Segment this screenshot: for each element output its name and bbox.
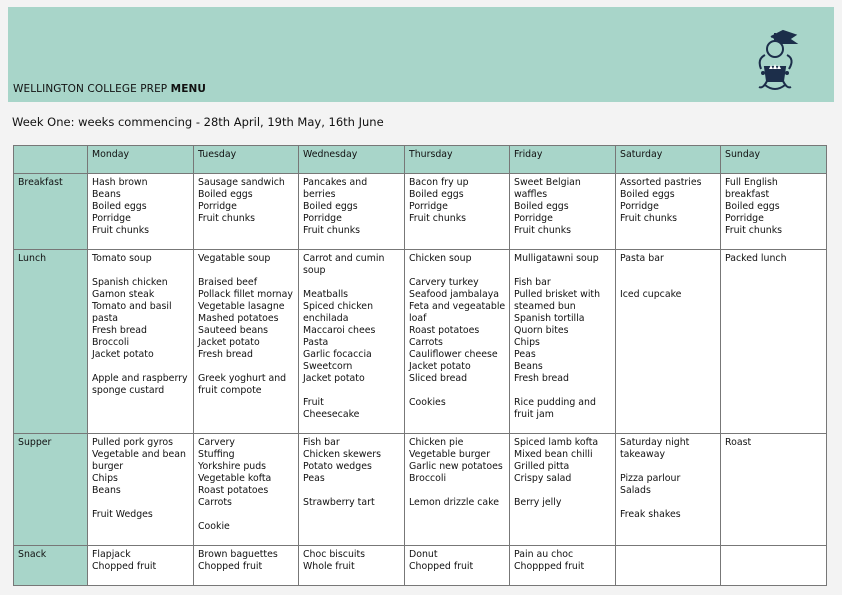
menu-cell <box>299 434 405 546</box>
menu-item: Fruit Wedges <box>92 509 153 520</box>
menu-item: Fish bar <box>514 277 551 288</box>
menu-item: Packed lunch <box>725 253 787 264</box>
menu-cell <box>194 434 299 546</box>
menu-item: Whole fruit <box>303 561 355 572</box>
menu-item: Lemon drizzle cake <box>409 497 499 508</box>
menu-item: Stuffing <box>198 449 235 460</box>
menu-item: fruit jam <box>514 409 554 420</box>
menu-item: Pasta <box>303 337 329 348</box>
meal-label: Snack <box>14 546 88 586</box>
menu-item <box>92 265 189 277</box>
menu-item: Beans <box>514 361 543 372</box>
menu-item: Pizza parlour <box>620 473 681 484</box>
menu-item: Choppped fruit <box>514 561 585 572</box>
menu-item: Porridge <box>725 213 764 224</box>
menu-item <box>620 461 716 473</box>
menu-item: Chips <box>92 473 118 484</box>
menu-item: soup <box>303 265 326 276</box>
menu-item: Meatballs <box>303 289 349 300</box>
menu-item <box>620 497 716 509</box>
menu-cell <box>616 174 721 250</box>
menu-item: Roast potatoes <box>409 325 480 336</box>
menu-item: Pollack fillet mornay <box>198 289 293 300</box>
menu-cell <box>721 174 827 250</box>
menu-item: Feta and vegeatable <box>409 301 506 312</box>
menu-table <box>13 145 827 586</box>
menu-item: Porridge <box>198 201 237 212</box>
menu-item: Sausage sandwich <box>198 177 285 188</box>
day-header: Sunday <box>721 146 827 174</box>
menu-item: Chicken soup <box>409 253 472 264</box>
menu-item: Fruit chunks <box>514 225 572 236</box>
menu-item: Roast <box>725 437 752 448</box>
menu-item: Fruit chunks <box>620 213 678 224</box>
menu-item: Chopped fruit <box>92 561 157 572</box>
menu-cell <box>299 174 405 250</box>
menu-item: Broccoli <box>92 337 130 348</box>
menu-item: Sauteed beans <box>198 325 269 336</box>
menu-cell <box>510 434 616 546</box>
menu-cell <box>299 250 405 434</box>
menu-item: Porridge <box>620 201 659 212</box>
menu-cell <box>194 546 299 586</box>
menu-item: Chopped fruit <box>198 561 263 572</box>
menu-item <box>514 265 611 277</box>
menu-item: Fresh bread <box>198 349 253 360</box>
menu-cell <box>88 546 194 586</box>
menu-item: Seafood jambalaya <box>409 289 499 300</box>
menu-item: Cheesecake <box>303 409 360 420</box>
menu-item: Bacon fry up <box>409 177 469 188</box>
menu-cell <box>510 546 616 586</box>
menu-cell <box>510 250 616 434</box>
menu-item: Fruit chunks <box>409 213 467 224</box>
day-header: Monday <box>88 146 194 174</box>
menu-item: Fruit chunks <box>725 225 783 236</box>
menu-cell <box>721 250 827 434</box>
menu-item: Pulled pork gyros <box>92 437 174 448</box>
meal-row-lunch <box>14 250 827 434</box>
menu-item: Rice pudding and <box>514 397 596 408</box>
menu-item: Carrots <box>198 497 232 508</box>
day-header: Tuesday <box>194 146 299 174</box>
menu-item: Boiled eggs <box>409 189 464 200</box>
menu-item <box>303 385 400 397</box>
menu-item: Mashed potatoes <box>198 313 279 324</box>
menu-item: Mixed bean chilli <box>514 449 593 460</box>
menu-item <box>620 277 716 289</box>
menu-item: waffles <box>514 189 548 200</box>
menu-item: Tomato soup <box>92 253 152 264</box>
menu-cell <box>405 546 510 586</box>
menu-cell <box>405 250 510 434</box>
menu-item: Fresh bread <box>92 325 147 336</box>
menu-cell <box>510 174 616 250</box>
menu-item: Crispy salad <box>514 473 572 484</box>
menu-item: berries <box>303 189 336 200</box>
menu-cell <box>721 434 827 546</box>
menu-item: Braised beef <box>198 277 258 288</box>
menu-item: Vegatable soup <box>198 253 271 264</box>
menu-item: Cookies <box>409 397 446 408</box>
menu-item: Porridge <box>514 213 553 224</box>
menu-item: Garlic focaccia <box>303 349 372 360</box>
menu-item: Porridge <box>303 213 342 224</box>
menu-item: Assorted pastries <box>620 177 702 188</box>
menu-item: Pain au choc <box>514 549 574 560</box>
menu-item: Sweetcorn <box>303 361 353 372</box>
menu-item: Vegetable lasagne <box>198 301 285 312</box>
menu-cell <box>88 174 194 250</box>
menu-item: Chopped fruit <box>409 561 474 572</box>
week-title: Week One: weeks commencing - 28th April, 19th May, 16th June <box>12 115 384 129</box>
menu-item: Broccoli <box>409 473 447 484</box>
menu-item: Chips <box>514 337 540 348</box>
menu-item: Iced cupcake <box>620 289 682 300</box>
menu-item: Mulligatawni soup <box>514 253 599 264</box>
menu-item: Gamon steak <box>92 289 155 300</box>
menu-item <box>198 265 294 277</box>
menu-item: Spanish chicken <box>92 277 168 288</box>
menu-item: Sweet Belgian <box>514 177 581 188</box>
menu-item: Chicken pie <box>409 437 464 448</box>
menu-item: Berry jelly <box>514 497 562 508</box>
menu-cell <box>88 434 194 546</box>
menu-item: Beans <box>92 189 121 200</box>
menu-item <box>92 361 189 373</box>
menu-item: Peas <box>514 349 536 360</box>
menu-cell <box>194 250 299 434</box>
menu-item: Garlic new potatoes <box>409 461 503 472</box>
menu-item <box>198 509 294 521</box>
menu-cell <box>616 250 721 434</box>
menu-item <box>514 385 611 397</box>
menu-item: Fish bar <box>303 437 340 448</box>
corner-cell <box>14 146 88 174</box>
menu-item: Jacket potato <box>303 373 365 384</box>
menu-item: breakfast <box>725 189 770 200</box>
brand-suffix: MENU <box>170 83 207 95</box>
menu-item: Boiled eggs <box>514 201 569 212</box>
menu-item: Grilled pitta <box>514 461 570 472</box>
menu-item: Maccaroi chees <box>303 325 376 336</box>
menu-cell <box>405 434 510 546</box>
menu-item <box>620 265 716 277</box>
menu-item <box>409 485 505 497</box>
brand-title <box>13 83 206 95</box>
menu-item: Greek yoghurt and <box>198 373 287 384</box>
menu-item: Peas <box>303 473 325 484</box>
menu-item: Full English <box>725 177 778 188</box>
menu-item: Beans <box>92 485 121 496</box>
menu-item: Spiced chicken <box>303 301 374 312</box>
meal-row-breakfast <box>14 174 827 250</box>
menu-item: Yorkshire puds <box>198 461 267 472</box>
menu-item: Brown baguettes <box>198 549 278 560</box>
menu-item: steamed bun <box>514 301 576 312</box>
menu-cell <box>405 174 510 250</box>
menu-cell <box>616 546 721 586</box>
menu-cell <box>721 546 827 586</box>
menu-item: burger <box>92 461 124 472</box>
menu-item <box>409 385 505 397</box>
menu-item: Strawberry tart <box>303 497 375 508</box>
menu-item: Jacket potato <box>409 361 471 372</box>
menu-item: Jacket potato <box>92 349 154 360</box>
menu-cell <box>194 174 299 250</box>
menu-item: Spiced lamb kofta <box>514 437 599 448</box>
menu-item: Pancakes and <box>303 177 368 188</box>
menu-item: pasta <box>92 313 119 324</box>
menu-item: Salads <box>620 485 651 496</box>
menu-item <box>303 277 400 289</box>
menu-item <box>92 497 189 509</box>
menu-cell <box>88 250 194 434</box>
menu-item <box>303 485 400 497</box>
menu-item: Vegetable kofta <box>198 473 272 484</box>
menu-item: Choc biscuits <box>303 549 366 560</box>
menu-item: Cauliflower cheese <box>409 349 498 360</box>
brand-prefix: WELLINGTON COLLEGE PREP <box>13 83 171 95</box>
menu-item: Pasta bar <box>620 253 664 264</box>
menu-item: takeaway <box>620 449 665 460</box>
menu-item <box>198 361 294 373</box>
menu-item: Saturday night <box>620 437 690 448</box>
menu-item: Vegetable burger <box>409 449 491 460</box>
menu-item: fruit compote <box>198 385 262 396</box>
menu-item: Cookie <box>198 521 230 532</box>
menu-item: Tomato and basil <box>92 301 172 312</box>
menu-item: Fruit chunks <box>303 225 361 236</box>
day-header-row <box>14 146 827 174</box>
menu-item: sponge custard <box>92 385 165 396</box>
menu-item: Fruit <box>303 397 324 408</box>
menu-item: loaf <box>409 313 427 324</box>
meal-label: Lunch <box>14 250 88 434</box>
menu-item: Boiled eggs <box>198 189 253 200</box>
menu-item: Spanish tortilla <box>514 313 585 324</box>
day-header: Wednesday <box>299 146 405 174</box>
menu-item: Hash brown <box>92 177 148 188</box>
menu-item: Pulled brisket with <box>514 289 601 300</box>
meal-label: Supper <box>14 434 88 546</box>
menu-item: Donut <box>409 549 438 560</box>
menu-item: Vegetable and bean <box>92 449 186 460</box>
menu-item: Carrots <box>409 337 443 348</box>
menu-item: Jacket potato <box>198 337 260 348</box>
menu-item: Fruit chunks <box>92 225 150 236</box>
menu-item: Potato wedges <box>303 461 372 472</box>
menu-item: Flapjack <box>92 549 131 560</box>
menu-cell <box>299 546 405 586</box>
menu-item: Sliced bread <box>409 373 468 384</box>
menu-item: Chicken skewers <box>303 449 381 460</box>
menu-item: Carrot and cumin <box>303 253 385 264</box>
menu-item: Porridge <box>92 213 131 224</box>
menu-item: Porridge <box>409 201 448 212</box>
menu-cell <box>616 434 721 546</box>
day-header: Saturday <box>616 146 721 174</box>
header-banner <box>8 7 834 102</box>
menu-item: Apple and raspberry <box>92 373 188 384</box>
menu-item: Boiled eggs <box>303 201 358 212</box>
menu-item: Roast potatoes <box>198 485 269 496</box>
college-crest-icon <box>749 25 805 95</box>
menu-item <box>409 265 505 277</box>
day-header: Friday <box>510 146 616 174</box>
meal-row-snack <box>14 546 827 586</box>
menu-item: Boiled eggs <box>92 201 147 212</box>
menu-item: Boiled eggs <box>725 201 780 212</box>
menu-item: Fruit chunks <box>198 213 256 224</box>
meal-label: Breakfast <box>14 174 88 250</box>
meal-row-supper <box>14 434 827 546</box>
menu-item: Carvery <box>198 437 235 448</box>
menu-item <box>514 485 611 497</box>
menu-item: Carvery turkey <box>409 277 479 288</box>
menu-item: Fresh bread <box>514 373 569 384</box>
menu-item: Freak shakes <box>620 509 681 520</box>
menu-item: Boiled eggs <box>620 189 675 200</box>
menu-item: Quorn bites <box>514 325 569 336</box>
day-header: Thursday <box>405 146 510 174</box>
menu-item: enchilada <box>303 313 349 324</box>
